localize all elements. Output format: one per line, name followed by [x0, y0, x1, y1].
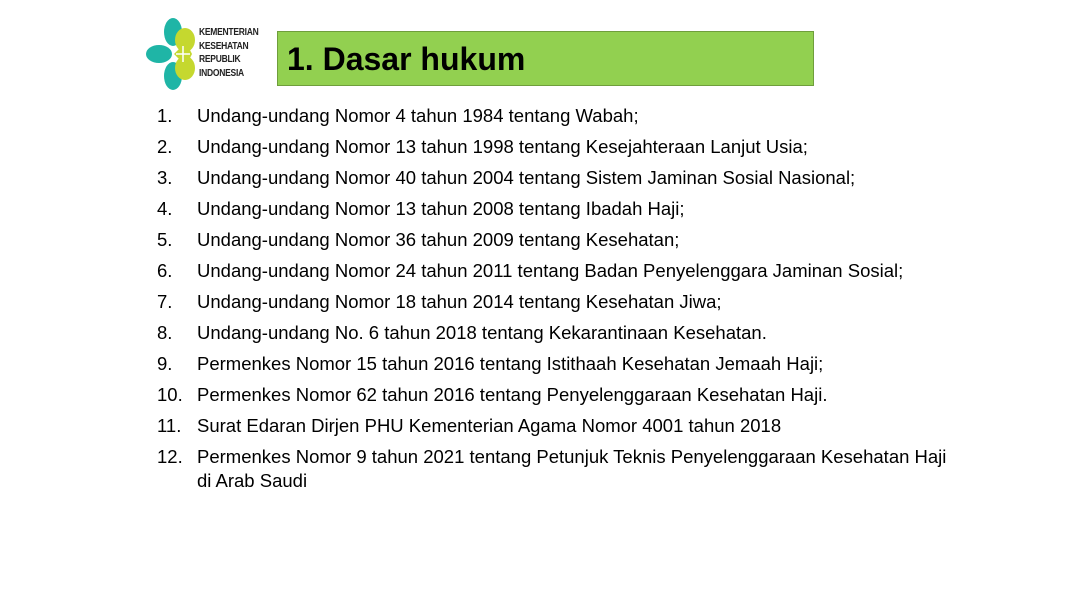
list-text: Undang-undang Nomor 4 tahun 1984 tentang Wabah; [197, 105, 639, 126]
list-number: 10. [157, 384, 183, 405]
page-title: 1. Dasar hukum [287, 41, 526, 77]
list-item [157, 166, 957, 190]
list-text: Undang-undang Nomor 18 tahun 2014 tentang Kesehatan Jiwa; [197, 291, 722, 312]
list-item [157, 135, 957, 159]
list-number: 12. [157, 446, 183, 467]
logo-line: KEMENTERIAN [199, 27, 259, 38]
list-number: 5. [157, 229, 173, 250]
logo-line: INDONESIA [199, 67, 244, 79]
list-text: Undang-undang Nomor 13 tahun 2008 tentang Ibadah Haji; [197, 198, 685, 219]
list-item [157, 228, 957, 252]
list-text: Permenkes Nomor 15 tahun 2016 tentang Istithaah Kesehatan Jemaah Haji; [197, 353, 824, 374]
list-text: Undang-undang No. 6 tahun 2018 tentang Kekarantinaan Kesehatan. [197, 322, 767, 343]
list-item [157, 197, 957, 221]
list-number: 8. [157, 322, 173, 343]
list-item [157, 383, 957, 407]
list-number: 11. [157, 415, 182, 436]
list-text: Undang-undang Nomor 24 tahun 2011 tentang Badan Penyelenggara Jaminan Sosial; [197, 260, 904, 281]
list-number: 9. [157, 353, 173, 374]
list-text: Permenkes Nomor 9 tahun 2021 tentang Petunjuk Teknis Penyelenggaraan Kesehatan Haji di Arab Saudi [197, 446, 947, 491]
list-item [157, 321, 957, 345]
legal-basis-list [157, 104, 957, 500]
list-item [157, 414, 957, 438]
list-text: Permenkes Nomor 62 tahun 2016 tentang Penyelenggaraan Kesehatan Haji. [197, 384, 828, 405]
list-text: Undang-undang Nomor 40 tahun 2004 tentang Sistem Jaminan Sosial Nasional; [197, 167, 856, 188]
list-number: 7. [157, 291, 173, 312]
logo-line: REPUBLIK [199, 54, 241, 65]
list-text: Undang-undang Nomor 36 tahun 2009 tentang Kesehatan; [197, 229, 680, 250]
list-number: 3. [157, 167, 173, 188]
title-box [277, 31, 814, 86]
list-item [157, 290, 957, 314]
list-item [157, 352, 957, 376]
list-number: 6. [157, 260, 173, 281]
list-item [157, 104, 957, 128]
list-number: 1. [157, 105, 173, 126]
list-text: Undang-undang Nomor 13 tahun 1998 tentang Kesejahteraan Lanjut Usia; [197, 136, 808, 157]
logo-line: KESEHATAN [199, 40, 249, 52]
list-item [157, 445, 957, 492]
logo-text [199, 26, 259, 80]
list-number: 2. [157, 136, 173, 157]
list-number: 4. [157, 198, 173, 219]
kemenkes-emblem-icon [146, 16, 202, 92]
list-text: Surat Edaran Dirjen PHU Kementerian Agama Nomor 4001 tahun 2018 [197, 415, 782, 436]
list-item [157, 259, 957, 283]
